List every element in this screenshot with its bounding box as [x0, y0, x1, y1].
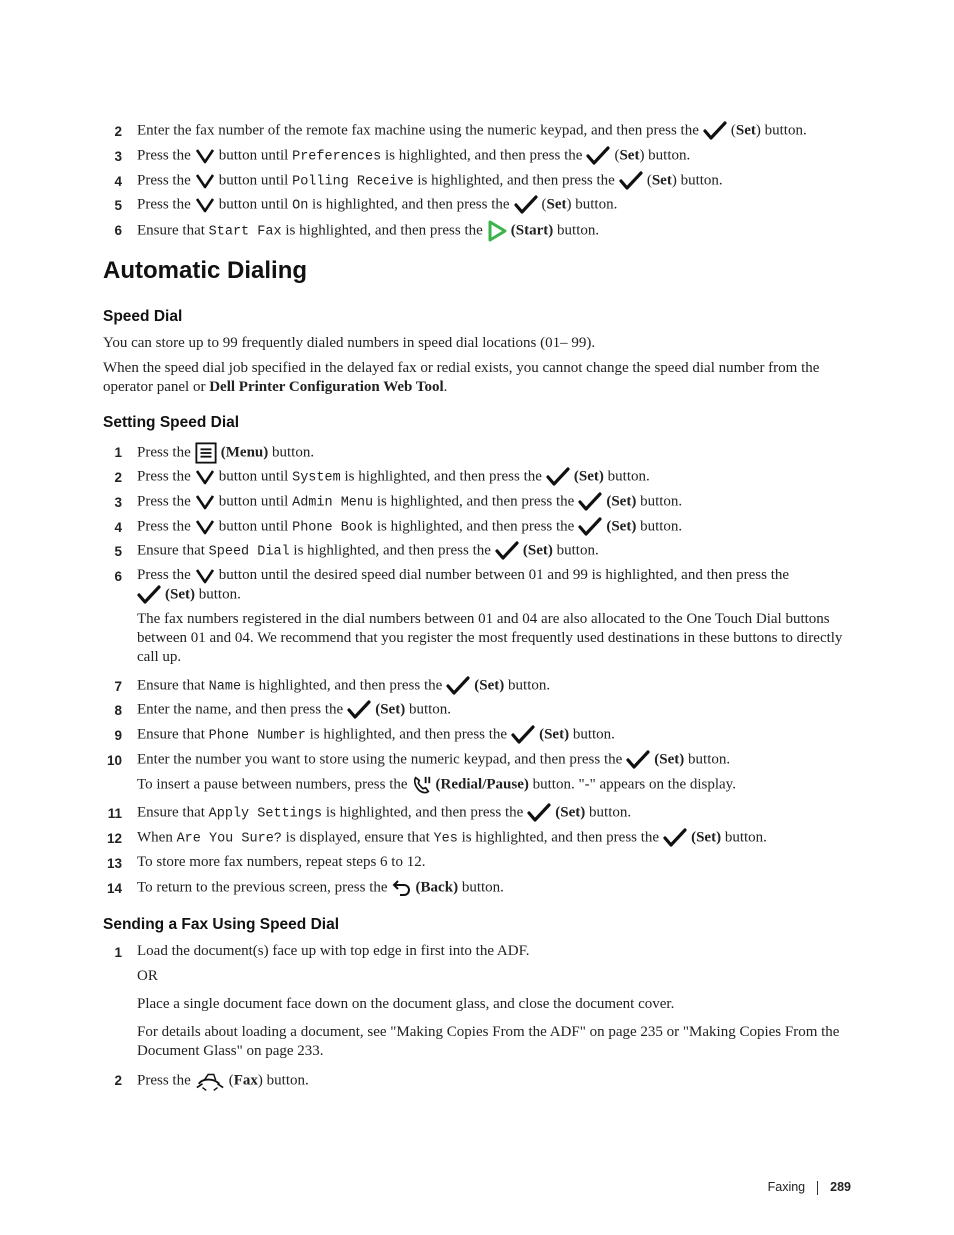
subheading-setting-speed-dial: Setting Speed Dial [103, 414, 240, 431]
chevron-down-icon [195, 148, 215, 164]
checkmark-set-icon [586, 146, 610, 166]
step-number: 10 [106, 753, 122, 768]
page-number: 289 [830, 1180, 851, 1194]
checkmark-set-icon [446, 676, 470, 696]
step-text: Ensure that Speed Dial is highlighted, and then press the (Set) button. [137, 542, 599, 560]
step-number: 2 [114, 470, 122, 485]
checkmark-set-icon [495, 541, 519, 561]
step-text: Press the button until System is highlighted, and then press the (Set) button. [137, 468, 650, 486]
redial-pause-icon [412, 775, 432, 795]
setting-step-6-note: The fax numbers registered in the dial numbers between 01 and 04 are also allocated to the One Touch Dial buttons between 01 and 04. We recommend that you register the most frequently used destinations in these buttons to directly call up. [137, 611, 843, 665]
step-number: 7 [114, 679, 122, 694]
step-number: 13 [106, 856, 122, 871]
step-number: 4 [114, 520, 122, 535]
step-number: 11 [107, 806, 122, 821]
page-footer [768, 1180, 851, 1195]
back-arrow-icon [392, 878, 412, 898]
step-number: 2 [114, 124, 122, 139]
step-text: When Are You Sure? is displayed, ensure that Yes is highlighted, and then press the (Set) button. [137, 829, 767, 847]
chevron-down-icon [195, 469, 215, 485]
step-number: 5 [114, 198, 122, 213]
paragraph-speed-dial-intro: You can store up to 99 frequently dialed numbers in speed dial locations (01– 99). [103, 335, 596, 351]
footer-section: Faxing [767, 1180, 806, 1194]
step-text: To return to the previous screen, press the (Back) button. [137, 878, 849, 898]
step-text: Load the document(s) face up with top edge in first into the ADF. [137, 943, 530, 959]
step-number: 1 [114, 445, 122, 460]
step-text: Press the button until On is highlighted, and then press the (Set) button. [137, 196, 618, 214]
step-number: 8 [114, 703, 122, 718]
step-text: Press the (Menu) button. [137, 442, 849, 464]
chevron-down-icon [195, 197, 215, 213]
setting-step-10-note: To insert a pause between numbers, press the (Redial/Pause) button. "-" appears on the display. [137, 775, 849, 795]
step-text: Press the button until the desired speed dial number between 01 and 99 is highlighted, and then press the (Set) button. [137, 566, 849, 605]
checkmark-set-icon [626, 750, 650, 770]
step-text: Press the button until Phone Book is highlighted, and then press the (Set) button. [137, 518, 683, 536]
step-text: To store more fax numbers, repeat steps 6 to 12. [137, 854, 426, 870]
checkmark-set-icon [527, 803, 551, 823]
step-number: 9 [114, 728, 122, 743]
step-number: 5 [114, 544, 122, 559]
subheading-speed-dial: Speed Dial [103, 308, 183, 325]
step-text: Ensure that Start Fax is highlighted, and then press the (Start) button. [137, 220, 849, 242]
step-text: Ensure that Name is highlighted, and then press the (Set) button. [137, 677, 551, 695]
step-number: 6 [114, 569, 122, 584]
step-text: Press the button until Preferences is highlighted, and then press the (Set) button. [137, 147, 691, 165]
step-text: Enter the name, and then press the (Set) button. [137, 700, 849, 720]
checkmark-set-icon [619, 171, 643, 191]
section-heading-automatic-dialing: Automatic Dialing [103, 257, 308, 284]
subheading-sending-fax-speed-dial: Sending a Fax Using Speed Dial [103, 916, 339, 933]
step-number: 2 [114, 1073, 122, 1088]
step-text: Enter the number you want to store using the numeric keypad, and then press the (Set) button. [137, 750, 849, 770]
step-number: 4 [114, 174, 122, 189]
paragraph-loading-details: For details about loading a document, see "Making Copies From the ADF" on page 235 or "Making Copies From the Document Glass" on page 233. [137, 1024, 840, 1059]
footer-divider [817, 1181, 818, 1195]
or-text: OR [137, 968, 158, 984]
step-number: 14 [106, 881, 122, 896]
checkmark-set-icon [578, 517, 602, 537]
chevron-down-icon [195, 173, 215, 189]
step-text: Enter the fax number of the remote fax machine using the numeric keypad, and then press the (Set) button. [137, 121, 849, 141]
checkmark-set-icon [347, 700, 371, 720]
paragraph-document-glass: Place a single document face down on the document glass, and close the document cover. [137, 996, 675, 1012]
step-text: Ensure that Phone Number is highlighted, and then press the (Set) button. [137, 726, 615, 744]
step-text: Press the (Fax) button. [137, 1070, 849, 1092]
step-text: Press the button until Admin Menu is highlighted, and then press the (Set) button. [137, 493, 683, 511]
checkmark-set-icon [703, 121, 727, 141]
step-number: 1 [114, 945, 122, 960]
checkmark-set-icon [578, 492, 602, 512]
menu-icon [195, 442, 217, 464]
fax-icon [195, 1070, 225, 1092]
step-text: Press the button until Polling Receive is highlighted, and then press the (Set) button. [137, 172, 723, 190]
step-number: 3 [114, 495, 122, 510]
step-number: 12 [106, 831, 122, 846]
checkmark-set-icon [546, 467, 570, 487]
chevron-down-icon [195, 519, 215, 535]
chevron-down-icon [195, 494, 215, 510]
step-number: 6 [114, 223, 122, 238]
checkmark-set-icon [514, 195, 538, 215]
paragraph-speed-dial-note: When the speed dial job specified in the delayed fax or redial exists, you cannot change the speed dial number from the operator panel or Dell Printer Configuration Web Tool. [103, 360, 820, 395]
start-play-icon [487, 220, 507, 242]
step-text: Ensure that Apply Settings is highlighted, and then press the (Set) button. [137, 804, 632, 822]
checkmark-set-icon [511, 725, 535, 745]
step-number: 3 [114, 149, 122, 164]
checkmark-set-icon [663, 828, 687, 848]
checkmark-set-icon [137, 585, 161, 605]
chevron-down-icon [195, 568, 215, 584]
